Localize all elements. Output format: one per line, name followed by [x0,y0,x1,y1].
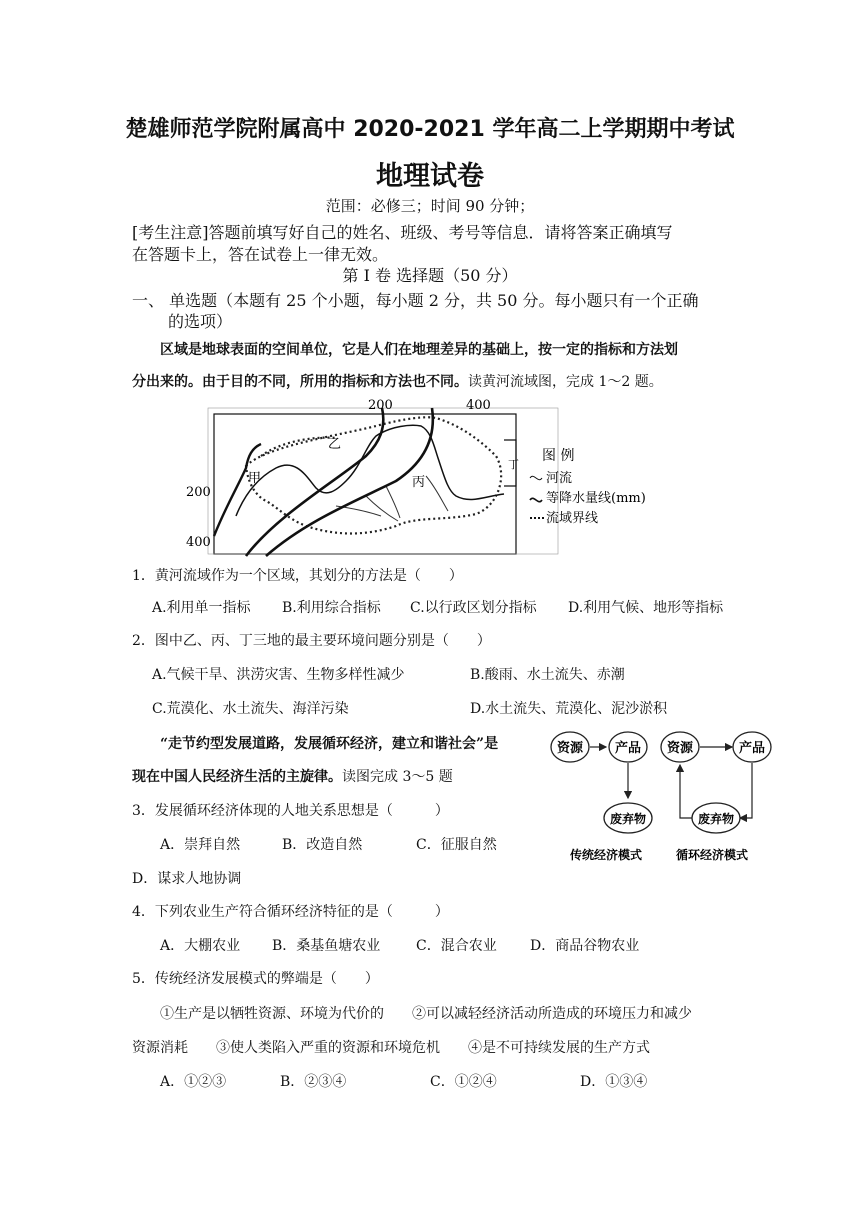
circ-resource-label: 资源 [666,741,694,756]
legend-river-icon [530,476,542,479]
main-river [236,425,504,516]
legend-river: 河流 [546,471,573,486]
q2-option-d: D.水土流失、荒漠化、泥沙淤积 [470,701,668,717]
map-label-200-top: 200 [368,398,393,413]
map-label-400-left: 400 [186,535,211,550]
map-label-200-left: 200 [186,485,211,500]
trad-product-label: 产品 [614,741,642,756]
q4-option-c: C．混合农业 [416,938,497,954]
place-yi: 乙 [328,437,342,452]
intro2-line-2-bold: 现在中国人民经济生活的主旋律。 [132,769,342,785]
isohyet-200 [246,408,383,556]
legend-isohyet: 等降水量线(mm) [546,491,646,506]
economy-mode-diagram [548,728,778,868]
intro2-line-2 [132,766,453,786]
intro1-line-2-bold: 分出来的。由于目的不同，所用的指标和方法也不同。 [132,374,468,390]
q5-option-b: B．②③④ [280,1074,347,1090]
section-title: 第 I 卷 选择题（50 分） [342,266,518,285]
q5-statement-line-2: 资源消耗 ③使人类陷入严重的资源和环境危机 ④是不可持续发展的生产方式 [132,1040,650,1056]
exam-title: 楚雄师范学院附属高中 2020-2021 学年高二上学期期中考试 [125,117,735,142]
legend-boundary: 流域界线 [546,511,599,526]
q5-option-a: A．①②③ [160,1074,227,1090]
q3-option-a: A．崇拜自然 [160,837,241,853]
trad-mode-label: 传统经济模式 [569,848,643,862]
intro1-line-2 [132,371,663,391]
q3-option-d: D．谋求人地协调 [132,871,242,887]
q1-option-d: D.利用气候、地形等指标 [568,600,724,616]
q4-stem: 4．下列农业生产符合循环经济特征的是（ ） [132,904,449,920]
place-ding: 丁 [508,458,519,471]
q5-statement-line-1: ①生产是以牺牲资源、环境为代价的 ②可以减轻经济活动所造成的环境压力和减少 [160,1006,692,1022]
place-jia: 甲 [248,471,262,486]
intro1-line-2-normal: 读黄河流域图，完成 1～2 题。 [468,374,663,390]
q3-option-b: B．改造自然 [282,837,363,853]
basin-boundary-north [261,438,336,456]
q2-option-a: A.气候干旱、洪涝灾害、生物多样性减少 [152,667,405,683]
q1-option-a: A.利用单一指标 [152,600,251,616]
map-label-400-top: 400 [466,398,491,413]
yellow-river-basin-map [186,396,676,558]
circ-arrow-3 [680,765,692,818]
place-bing: 丙 [412,475,426,490]
q2-option-c: C.荒漠化、水土流失、海洋污染 [152,701,349,717]
q3-stem: 3．发展循环经济体现的人地关系思想是（ ） [132,803,449,819]
q4-option-b: B．桑基鱼塘农业 [272,938,381,954]
q4-option-a: A．大棚农业 [160,938,241,954]
exam-scope: 范围：必修三；时间 90 分钟； [325,197,535,215]
subject-title: 地理试卷 [376,161,484,192]
legend-title: 图 例 [542,448,575,464]
intro1-line-1: 区域是地球表面的空间单位，它是人们在地理差异的基础上，按一定的指标和方法划 [160,342,678,358]
section-heading-line-2: 的选项） [168,312,233,331]
circ-arrow-2 [740,763,752,818]
section-heading-line-1: 一、 单选题（本题有 25 个小题，每小题 2 分，共 50 分。每小题只有一个正确 [132,291,699,310]
q3-option-c: C．征服自然 [416,837,497,853]
q1-stem: 1．黄河流域作为一个区域，其划分的方法是（ ） [132,568,463,584]
q2-stem: 2．图中乙、丙、丁三地的最主要环境问题分别是（ ） [132,633,491,649]
q5-option-c: C．①②④ [430,1074,497,1090]
q5-stem: 5．传统经济发展模式的弊端是（ ） [132,971,379,987]
q2-option-b: B.酸雨、水土流失、赤潮 [470,667,625,683]
trad-waste-label: 废弃物 [609,812,647,826]
notice-line-1: [考生注意]答题前填写好自己的姓名、班级、考号等信息．请将答案正确填写 [132,223,673,242]
circ-waste-label: 废弃物 [697,812,735,826]
q4-option-d: D．商品谷物农业 [530,938,640,954]
notice-line-2: 在答题卡上，答在试卷上一律无效。 [132,245,389,264]
circ-product-label: 产品 [738,741,766,756]
legend-isohyet-icon [530,498,542,501]
q1-option-b: B.利用综合指标 [282,600,381,616]
q5-option-d: D．①③④ [580,1074,648,1090]
q1-option-c: C.以行政区划分指标 [410,600,537,616]
isohyet-400 [266,408,433,556]
trad-resource-label: 资源 [556,741,584,756]
intro2-line-2-normal: 读图完成 3～5 题 [342,769,453,785]
circ-mode-label: 循环经济模式 [675,848,749,862]
intro2-line-1: “走节约型发展道路，发展循环经济，建立和谐社会”是 [160,736,499,752]
